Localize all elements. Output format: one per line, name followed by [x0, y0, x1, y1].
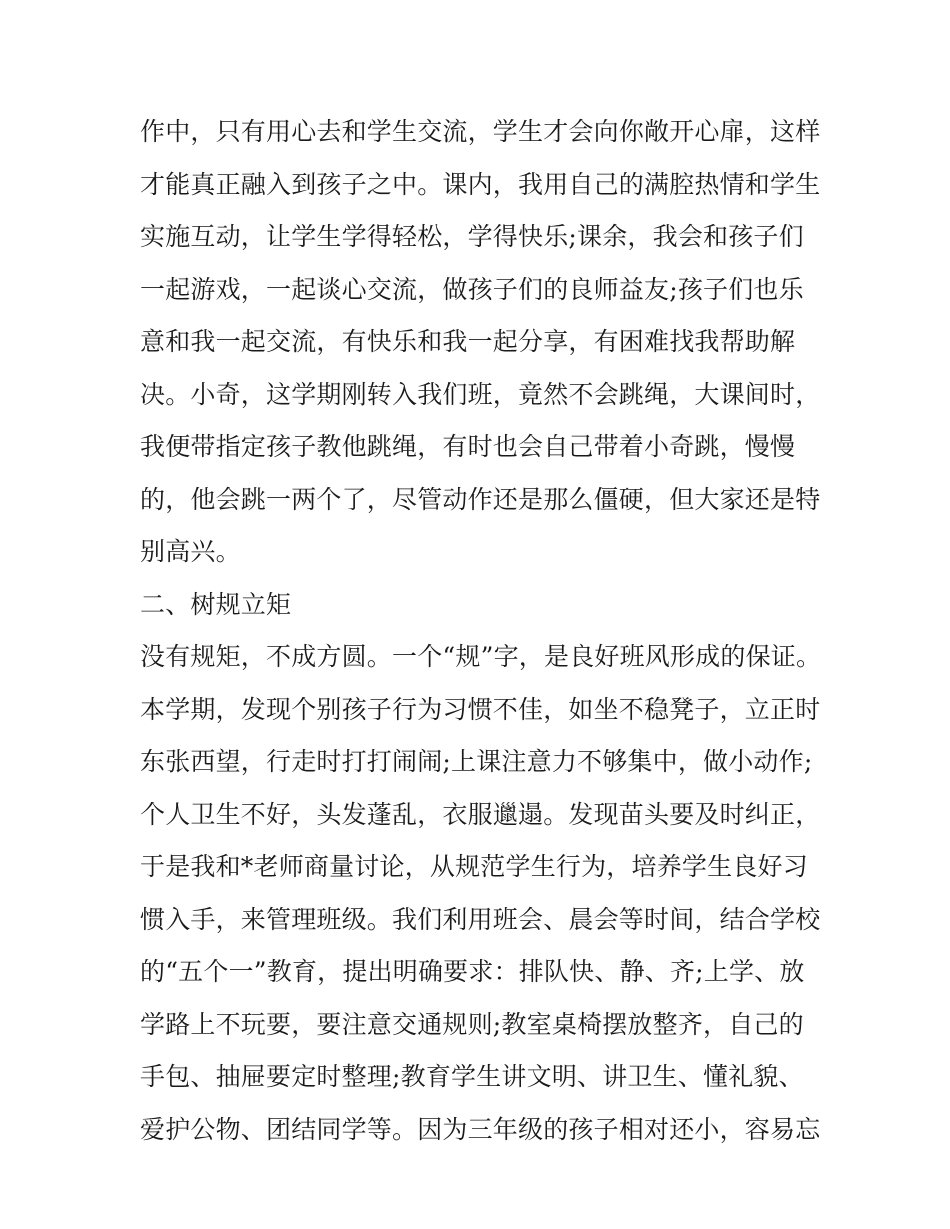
text-line: 的“五个一”教育，提出明确要求：排队快、静、齐;上学、放: [140, 957, 805, 986]
text-line: 实施互动，让学生学得轻松，学得快乐;课余，我会和孩子们: [140, 222, 804, 251]
section-heading: 二、树规立矩: [140, 589, 292, 619]
text-line: 东张西望，行走时打打闹闹;上课注意力不够集中，做小动作;: [140, 747, 813, 776]
text-line: 才能真正融入到孩子之中。课内，我用自己的满腔热情和学生: [140, 169, 821, 199]
text-line: 没有规矩，不成方圆。一个“规”字，是良好班风形成的保证。: [140, 642, 822, 671]
text-line: 意和我一起交流，有快乐和我一起分享，有困难找我帮助解: [140, 327, 796, 356]
text-line: 的，他会跳一两个了，尽管动作还是那么僵硬，但大家还是特: [140, 484, 821, 514]
text-line: 决。小奇，这学期刚转入我们班，竟然不会跳绳，大课间时，: [140, 379, 821, 409]
text-line: 别高兴。: [140, 537, 241, 566]
text-line: 个人卫生不好，头发蓬乱，衣服邋遢。发现苗头要及时纠正，: [140, 799, 821, 829]
text-line: 我便带指定孩子教他跳绳，有时也会自己带着小奇跳，慢慢: [140, 432, 796, 461]
text-line: 本学期，发现个别孩子行为习惯不佳，如坐不稳凳子，立正时: [140, 694, 821, 724]
document-body: [140, 106, 830, 1156]
text-line: 作中，只有用心去和学生交流，学生才会向你敞开心扉，这样: [140, 117, 821, 146]
text-line: 爱护公物、团结同学等。因为三年级的孩子相对还小，容易忘: [140, 1114, 821, 1144]
text-line: 手包、抽屉要定时整理;教育学生讲文明、讲卫生、懂礼貌、: [140, 1062, 804, 1091]
text-line: 一起游戏，一起谈心交流，做孩子们的良师益友;孩子们也乐: [140, 274, 804, 304]
text-line: 学路上不玩要，要注意交通规则;教室桌椅摆放整齐，自己的: [140, 1009, 804, 1039]
text-line: 惯入手，来管理班级。我们利用班会、晨会等时间，结合学校: [140, 904, 821, 934]
text-line: 于是我和*老师商量讨论，从规范学生行为，培养学生良好习: [140, 852, 808, 881]
